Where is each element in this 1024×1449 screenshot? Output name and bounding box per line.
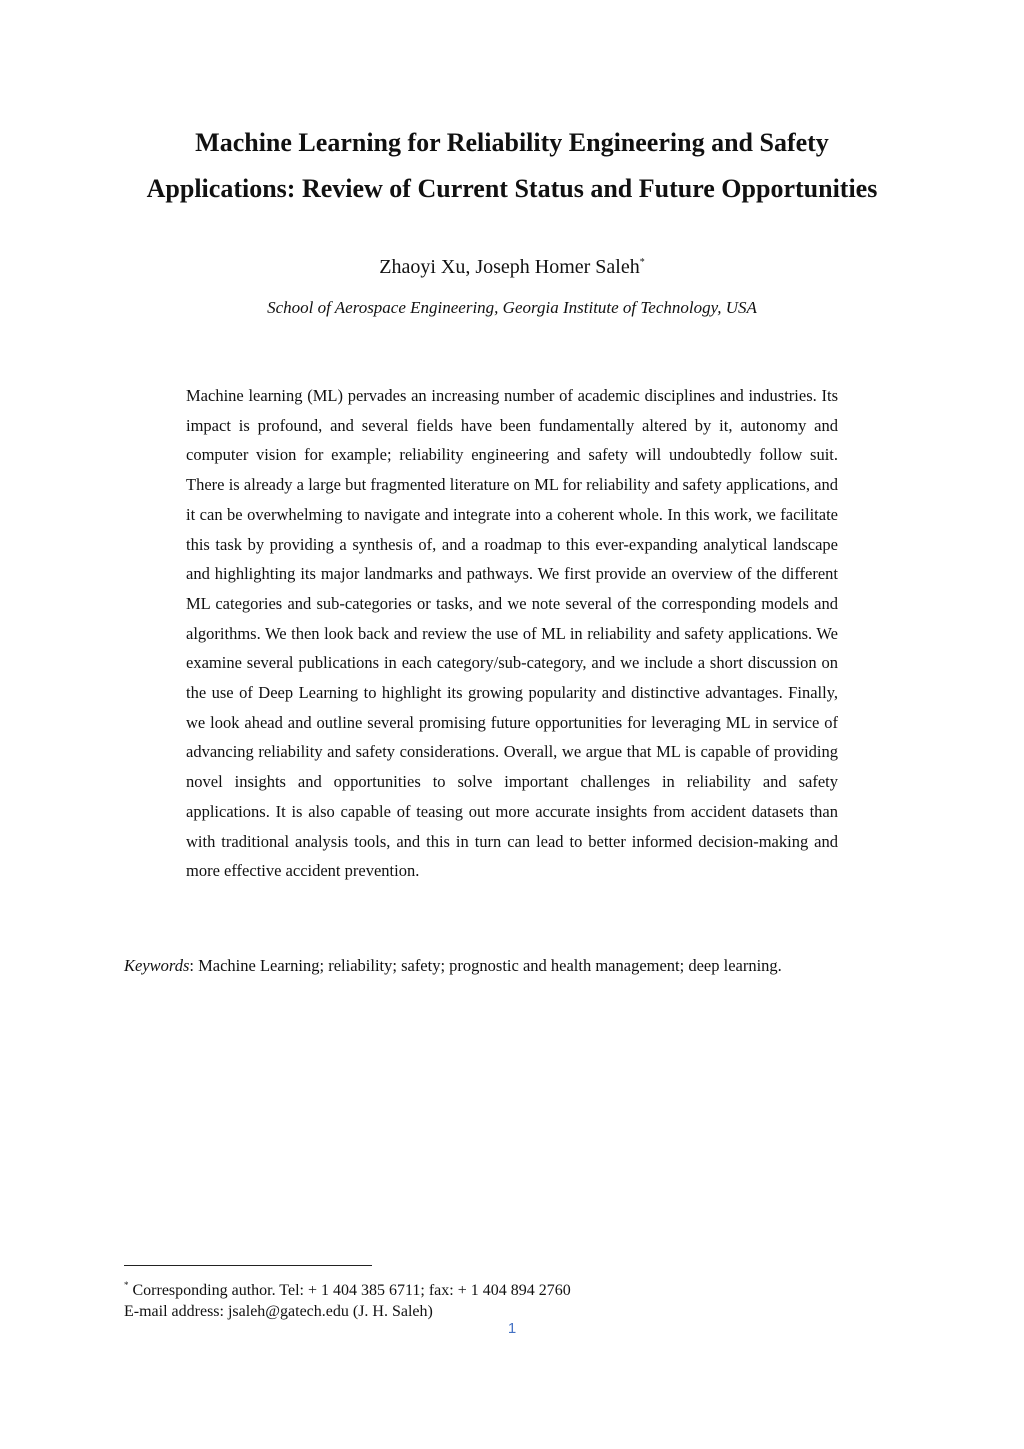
footnote-block bbox=[124, 1275, 904, 1322]
keywords-list: : Machine Learning; reliability; safety; prognostic and health management; deep learning. bbox=[189, 956, 782, 975]
author-list bbox=[0, 250, 1024, 280]
footnote-mark: * bbox=[124, 1280, 129, 1290]
footnote-email: E-mail address: jsaleh@gatech.edu (J. H. Saleh) bbox=[124, 1303, 433, 1320]
footnote-divider bbox=[124, 1265, 372, 1266]
keywords-line bbox=[124, 953, 924, 979]
title-line-2: Applications: Review of Current Status and Future Opportunities bbox=[146, 174, 878, 203]
author-affiliation: School of Aerospace Engineering, Georgia Institute of Technology, USA bbox=[267, 298, 757, 317]
author-names: Zhaoyi Xu, Joseph Homer Saleh bbox=[379, 256, 640, 278]
page-number: 1 bbox=[507, 1320, 517, 1337]
abstract-paragraph: Machine learning (ML) pervades an increasing number of academic disciplines and industries. Its impact is profound, and several fields have been fundamentally altered by it, autonomy and computer vision for example; reliability engineering and safety will undoubtedly follow suit. There is already a large but fragmented literature on ML for reliability and safety applications, and it can be overwhelming to navigate and integrate into a coherent whole. In this work, we facilitate this task by providing a synthesis of, and a roadmap to this ever-expanding analytical landscape and highlighting its major landmarks and pathways. We first provide an overview of the different ML categories and sub-categories or tasks, and we note several of the corresponding models and algorithms. We then look back and review the use of ML in reliability and safety applications. We examine several publications in each category/sub-category, and we include a short discussion on the use of Deep Learning to highlight its growing popularity and distinctive advantages. Finally, we look ahead and outline several promising future opportunities for leveraging ML in service of advancing reliability and safety considerations. Overall, we argue that ML is capable of providing novel insights and opportunities to solve important challenges in reliability and safety applications. It is also capable of teasing out more accurate insights from accident datasets than with traditional analysis tools, and this in turn can lead to better informed decision-making and more effective accident prevention. bbox=[186, 386, 838, 881]
footnote-corresponding-author bbox=[124, 1275, 904, 1301]
paper-title bbox=[100, 120, 924, 212]
author-footnote-mark: * bbox=[639, 257, 645, 268]
title-line-1: Machine Learning for Reliability Engineering and Safety bbox=[195, 128, 829, 157]
footnote-contact: Corresponding author. Tel: + 1 404 385 6711; fax: + 1 404 894 2760 bbox=[128, 1282, 571, 1299]
keywords-label: Keywords bbox=[124, 956, 190, 975]
